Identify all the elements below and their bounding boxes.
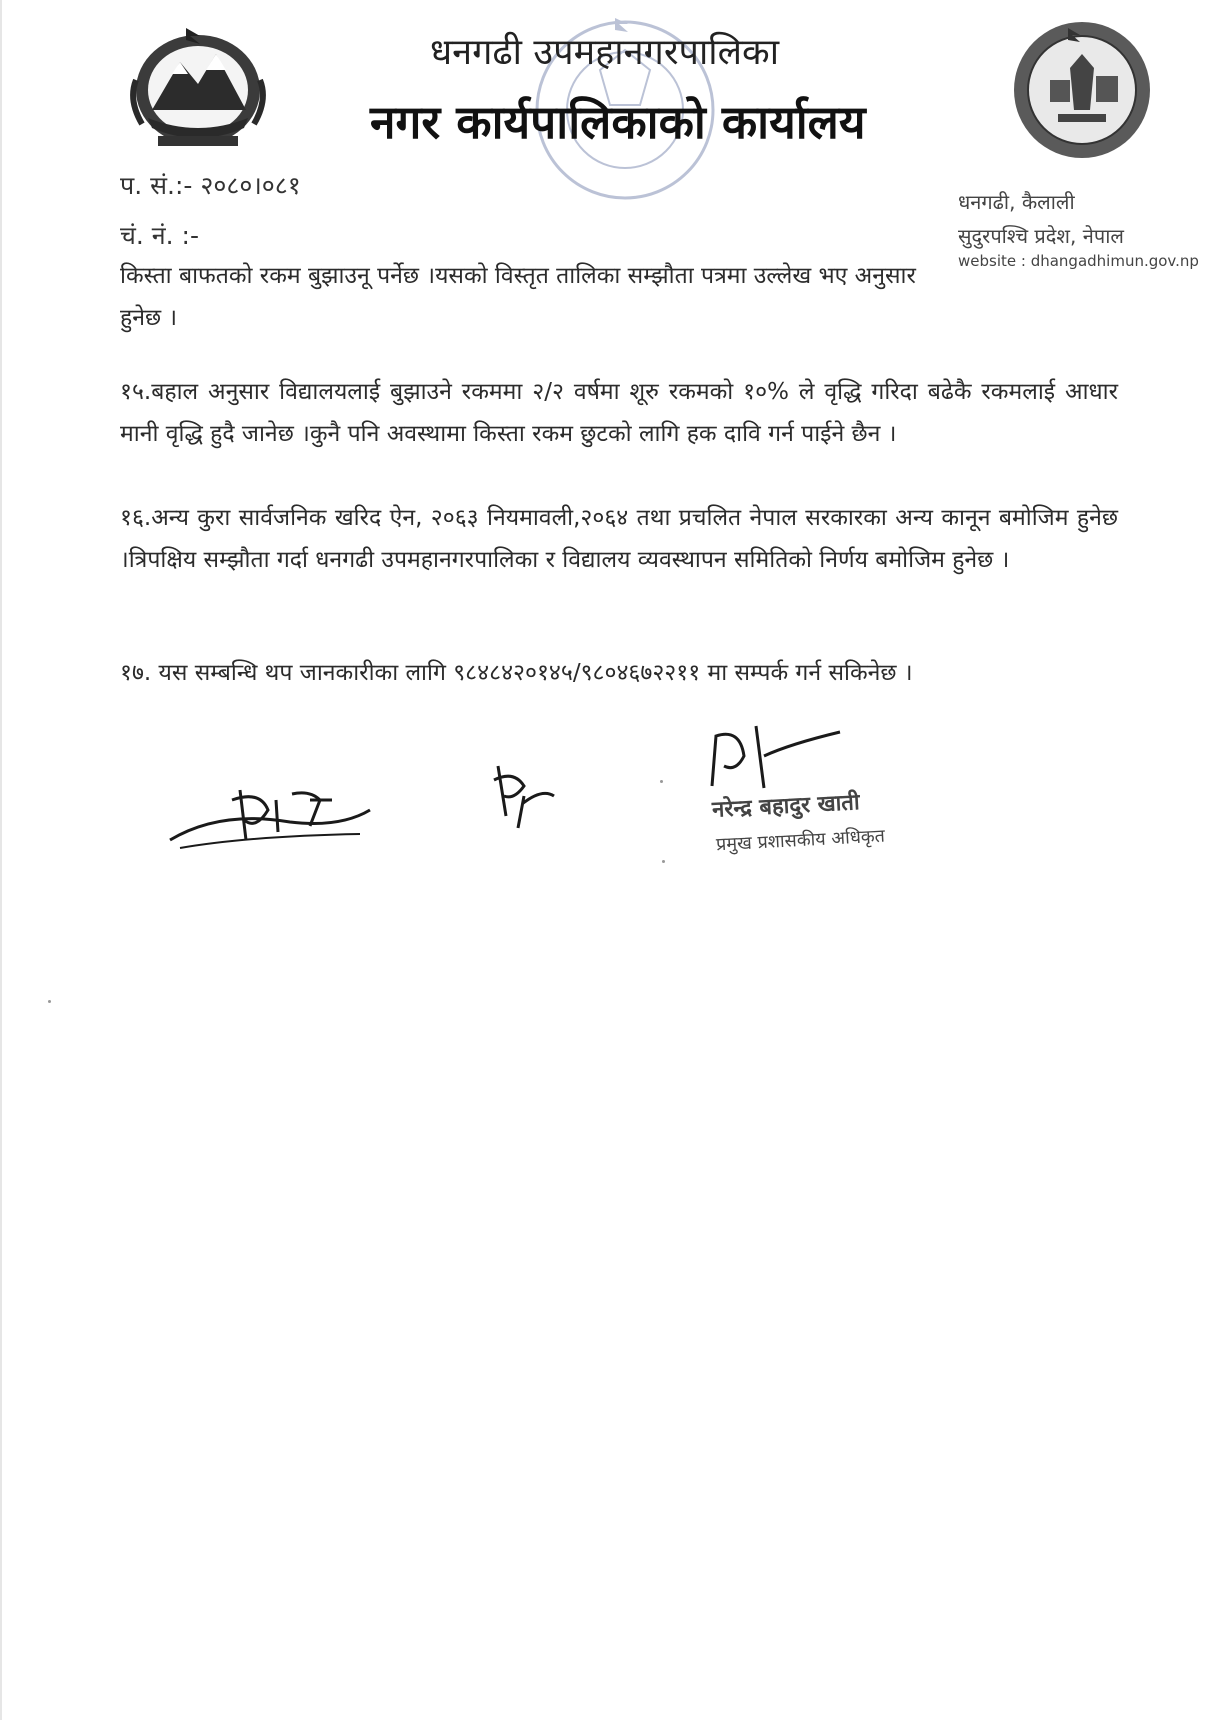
scan-speck [48,1000,51,1003]
scan-speck [662,860,665,863]
paragraph-16: १६.अन्य कुरा सार्वजनिक खरिद ऐन, २०६३ नियमावली,२०६४ तथा प्रचलित नेपाल सरकारका अन्य कानून बमोजिम हुनेछ ।त्रिपक्षिय सम्झौता गर्दा धनगढी उपमहानगरपालिका र विद्यालय व्यवस्थापन समितिको निर्णय बमोजिम हुनेछ । [120,505,1118,573]
address-line-2: सुदुरपश्चि प्रदेश, नेपाल [958,224,1124,248]
address-block [958,185,1124,253]
municipality-name: धनगढी उपमहानगरपालिका [430,32,780,73]
handwritten-signature-icon [484,756,564,840]
paragraph-intro-line-1: किस्ता बाफतको रकम बुझाउनू पर्नेछ ।यसको विस्तृत तालिका सम्झौता पत्रमा उल्लेख भए अनुसार [120,263,916,289]
paragraph-15: १५.बहाल अनुसार विद्यालयलाई बुझाउने रकममा २/२ वर्षमा शूरु रकमको १०% ले वृद्धि गरिदा बढेकै रकमलाई आधार मानी वृद्धि हुदै जानेछ ।कुनै पनि अवस्थामा किस्ता रकम छुटको लागि हक दावि गर्न पाईने छैन । [120,379,1118,447]
paragraph-intro [120,255,1118,339]
dispatch-number: चं. नं. :- [120,221,199,250]
handwritten-signature-icon [160,770,380,864]
office-title: नगर कार्यपालिकाको कार्यालय [370,95,866,149]
reference-number: प. सं.:- २०८०।०८१ [120,171,301,200]
municipality-logo-icon [1010,18,1154,162]
website-text: website : dhangadhimun.gov.np [958,252,1199,270]
scan-speck [660,780,663,783]
paragraph-intro-line-2: हुनेछ । [120,305,178,331]
nepal-government-emblem-icon [118,20,278,160]
address-line-1: धनगढी, कैलाली [958,190,1075,214]
paragraph-17: १७. यस सम्बन्धि थप जानकारीका लागि ९८४८४२०१४५/९८०४६७२२११ मा सम्पर्क गर्न सकिनेछ । [120,660,913,686]
signatory-name: नरेन्द्र बहादुर खाती [711,790,861,823]
signatory-title: प्रमुख प्रशासकीय अधिकृत [715,825,886,856]
